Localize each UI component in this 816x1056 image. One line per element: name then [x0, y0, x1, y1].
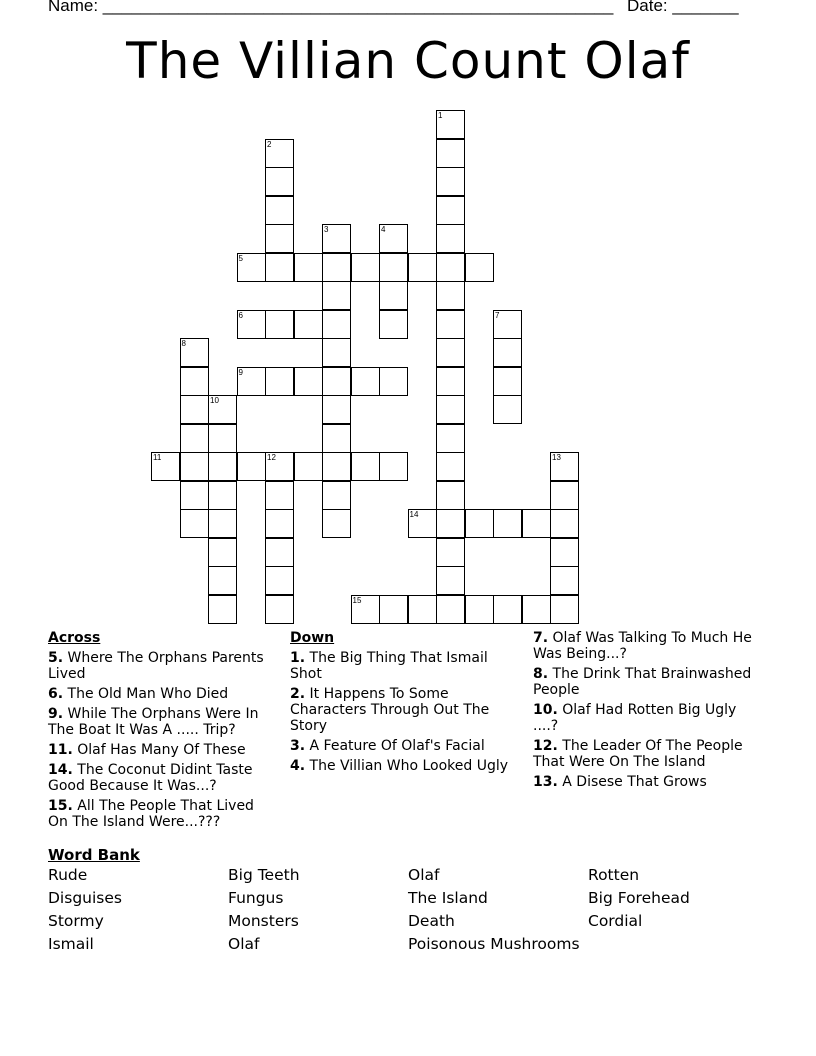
crossword-cell[interactable] [322, 281, 351, 310]
clue-text: Olaf Has Many Of These [72, 742, 246, 758]
crossword-cell[interactable] [436, 167, 465, 196]
crossword-cell[interactable] [351, 595, 380, 624]
crossword-cell[interactable] [550, 538, 579, 567]
crossword-cell[interactable] [322, 452, 351, 481]
clue-number: 14 [409, 510, 419, 519]
crossword-cell[interactable] [265, 167, 294, 196]
clue-number: 4 [381, 225, 386, 234]
clue-number: 5 [238, 253, 243, 263]
crossword-cell[interactable] [208, 595, 237, 624]
word-bank-item: The Island [408, 889, 488, 907]
crossword-cell[interactable] [379, 310, 408, 339]
clue-number: 2. [290, 686, 306, 702]
word-bank-item: Monsters [228, 912, 299, 930]
crossword-cell[interactable] [265, 367, 294, 396]
crossword-cell[interactable] [180, 481, 209, 510]
crossword-cell[interactable] [436, 566, 465, 595]
clue [290, 738, 520, 754]
clue [48, 762, 278, 794]
crossword-cell[interactable] [208, 538, 237, 567]
clue-number: 12 [267, 453, 276, 462]
clue-number: 15. [48, 798, 73, 814]
crossword-cell[interactable] [436, 395, 465, 424]
crossword-cell[interactable] [294, 367, 323, 396]
clue [290, 686, 520, 734]
clue-number: 7. [533, 630, 549, 646]
clue [533, 738, 763, 770]
crossword-cell[interactable] [208, 566, 237, 595]
crossword-cell[interactable] [151, 452, 180, 481]
crossword-cell[interactable] [351, 367, 380, 396]
crossword-cell[interactable] [322, 253, 351, 282]
clue-number: 13 [552, 453, 561, 462]
crossword-cell[interactable] [379, 281, 408, 310]
crossword-cell[interactable] [436, 310, 465, 339]
crossword-cell[interactable] [294, 310, 323, 339]
clue-number: 9. [48, 706, 64, 722]
crossword-cell[interactable] [265, 139, 294, 168]
clue-text: All The People That Lived On The Island Were...??? [48, 798, 254, 830]
name-field-label: Name: ______________________________________________________ [48, 0, 614, 15]
crossword-cell[interactable] [322, 310, 351, 339]
down-clues [290, 630, 520, 778]
crossword-cell[interactable] [180, 395, 209, 424]
word-bank-item: Big Forehead [588, 889, 690, 907]
clue-number: 12. [533, 738, 558, 754]
crossword-cell[interactable] [180, 338, 209, 367]
clue-number: 2 [267, 139, 272, 149]
clue-number: 1. [290, 650, 306, 666]
crossword-cell[interactable] [493, 395, 522, 424]
clue-number: 10. [533, 702, 558, 718]
crossword-cell[interactable] [379, 367, 408, 396]
crossword-cell[interactable] [322, 481, 351, 510]
clue-text: Olaf Was Talking To Much He Was Being...? [533, 630, 752, 662]
clue-number: 11. [48, 742, 73, 758]
word-bank-item: Fungus [228, 889, 284, 907]
crossword-cell[interactable] [208, 509, 237, 538]
crossword-cell[interactable] [436, 452, 465, 481]
crossword-cell[interactable] [379, 595, 408, 624]
clue-number: 15 [352, 595, 362, 605]
crossword-cell[interactable] [322, 509, 351, 538]
crossword-cell[interactable] [265, 196, 294, 225]
across-heading: Across [48, 630, 101, 646]
clue-text: The Coconut Didint Taste Good Because It Was...? [48, 762, 253, 794]
crossword-cell[interactable] [493, 338, 522, 367]
clue-text: A Feature Of Olaf's Facial [305, 738, 485, 754]
crossword-cell[interactable] [322, 424, 351, 453]
crossword-cell[interactable] [493, 595, 522, 624]
date-field-label: Date: _______ [627, 0, 739, 15]
clue [290, 650, 520, 682]
clue-text: While The Orphans Were In The Boat It Was A ..... Trip? [48, 706, 259, 738]
clue-number: 6. [48, 686, 64, 702]
crossword-cell[interactable] [294, 253, 323, 282]
crossword-cell[interactable] [379, 452, 408, 481]
crossword-cell[interactable] [436, 139, 465, 168]
crossword-cell[interactable] [180, 367, 209, 396]
crossword-cell[interactable] [265, 452, 294, 481]
crossword-cell[interactable] [180, 509, 209, 538]
crossword-cell[interactable] [436, 338, 465, 367]
clue-text: The Leader Of The People That Were On The Island [533, 738, 743, 770]
crossword-cell[interactable] [522, 595, 551, 624]
crossword-cell[interactable] [265, 253, 294, 282]
crossword-cell[interactable] [180, 452, 209, 481]
word-bank-item: Olaf [408, 866, 440, 884]
crossword-cell[interactable] [550, 566, 579, 595]
crossword-cell[interactable] [550, 481, 579, 510]
clue-number: 8 [181, 339, 186, 348]
clue-number: 10 [210, 396, 219, 405]
crossword-cell[interactable] [436, 424, 465, 453]
clue-number: 4. [290, 758, 306, 774]
clue [48, 650, 278, 682]
word-bank-item: Rotten [588, 866, 640, 884]
crossword-cell[interactable] [436, 481, 465, 510]
crossword-cell[interactable] [550, 595, 579, 624]
clue-number: 11 [153, 453, 162, 462]
crossword-cell[interactable] [351, 452, 380, 481]
crossword-cell[interactable] [493, 509, 522, 538]
clue-text: A Disese That Grows [557, 774, 707, 790]
crossword-cell[interactable] [522, 509, 551, 538]
word-bank-item: Cordial [588, 912, 643, 930]
crossword-cell[interactable] [436, 595, 465, 624]
clue-number: 13. [533, 774, 558, 790]
crossword-cell[interactable] [465, 253, 494, 282]
crossword-cell[interactable] [265, 566, 294, 595]
crossword-cell[interactable] [322, 367, 351, 396]
crossword-cell[interactable] [436, 367, 465, 396]
clue [48, 742, 278, 758]
crossword-cell[interactable] [265, 509, 294, 538]
clue-number: 3 [324, 225, 329, 234]
crossword-cell[interactable] [436, 281, 465, 310]
clue-number: 5. [48, 650, 64, 666]
clue-text: Olaf Had Rotten Big Ugly ....? [533, 702, 737, 734]
word-bank-item: Death [408, 912, 455, 930]
word-bank-item: Rude [48, 866, 88, 884]
crossword-cell[interactable] [265, 481, 294, 510]
crossword-cell[interactable] [265, 595, 294, 624]
clue-number: 7 [495, 310, 500, 320]
word-bank-heading: Word Bank [48, 846, 140, 864]
crossword-cell[interactable] [208, 481, 237, 510]
crossword-cell[interactable] [265, 224, 294, 253]
clue [290, 758, 520, 774]
crossword-cell[interactable] [436, 509, 465, 538]
crossword-cell[interactable] [208, 395, 237, 424]
crossword-cell[interactable] [322, 338, 351, 367]
clue-text: It Happens To Some Characters Through Out The Story [290, 686, 490, 734]
crossword-cell[interactable] [237, 310, 266, 339]
clue-number: 6 [238, 310, 243, 320]
clue [533, 702, 763, 734]
clue [533, 774, 763, 790]
clue-number: 9 [238, 367, 243, 377]
crossword-cell[interactable] [237, 253, 266, 282]
crossword-cell[interactable] [408, 509, 437, 538]
clue-text: The Old Man Who Died [63, 686, 229, 702]
crossword-cell[interactable] [322, 224, 351, 253]
crossword-cell[interactable] [379, 253, 408, 282]
crossword-cell[interactable] [436, 224, 465, 253]
word-bank-item: Poisonous Mushrooms [408, 935, 580, 953]
crossword-cell[interactable] [237, 452, 266, 481]
crossword-cell[interactable] [493, 367, 522, 396]
crossword-cell[interactable] [436, 538, 465, 567]
clue-text: Where The Orphans Parents Lived [48, 650, 264, 682]
crossword-cell[interactable] [493, 310, 522, 339]
clue-text: The Big Thing That Ismail Shot [290, 650, 488, 682]
crossword-cell[interactable] [465, 509, 494, 538]
clue [48, 706, 278, 738]
crossword-cell[interactable] [550, 509, 579, 538]
crossword-cell[interactable] [408, 595, 437, 624]
clue-number: 3. [290, 738, 306, 754]
crossword-cell[interactable] [265, 310, 294, 339]
crossword-cell[interactable] [237, 367, 266, 396]
crossword-cell[interactable] [550, 452, 579, 481]
crossword-cell[interactable] [436, 196, 465, 225]
clue [533, 666, 763, 698]
crossword-cell[interactable] [436, 253, 465, 282]
crossword-cell[interactable] [436, 110, 465, 139]
crossword-cell[interactable] [351, 253, 380, 282]
crossword-cell[interactable] [180, 424, 209, 453]
clue-text: The Villian Who Looked Ugly [305, 758, 509, 774]
clue-number: 14. [48, 762, 73, 778]
crossword-cell[interactable] [322, 395, 351, 424]
clue-number: 8. [533, 666, 549, 682]
crossword-cell[interactable] [465, 595, 494, 624]
word-bank-item: Olaf [228, 935, 260, 953]
clue-text: The Drink That Brainwashed People [533, 666, 752, 698]
crossword-cell[interactable] [265, 538, 294, 567]
crossword-cell[interactable] [294, 452, 323, 481]
across-clues [48, 630, 278, 834]
clue [48, 798, 278, 830]
crossword-cell[interactable] [408, 253, 437, 282]
clue-number: 1 [438, 111, 443, 120]
clue [48, 686, 278, 702]
page-title: The Villian Count Olaf [126, 32, 690, 90]
crossword-cell[interactable] [208, 452, 237, 481]
clue [533, 630, 763, 662]
word-bank-item: Stormy [48, 912, 104, 930]
crossword-cell[interactable] [379, 224, 408, 253]
word-bank-item: Disguises [48, 889, 122, 907]
crossword-cell[interactable] [208, 424, 237, 453]
down-clues-continued [533, 630, 763, 794]
word-bank-item: Ismail [48, 935, 94, 953]
down-heading: Down [290, 630, 335, 646]
word-bank-item: Big Teeth [228, 866, 300, 884]
